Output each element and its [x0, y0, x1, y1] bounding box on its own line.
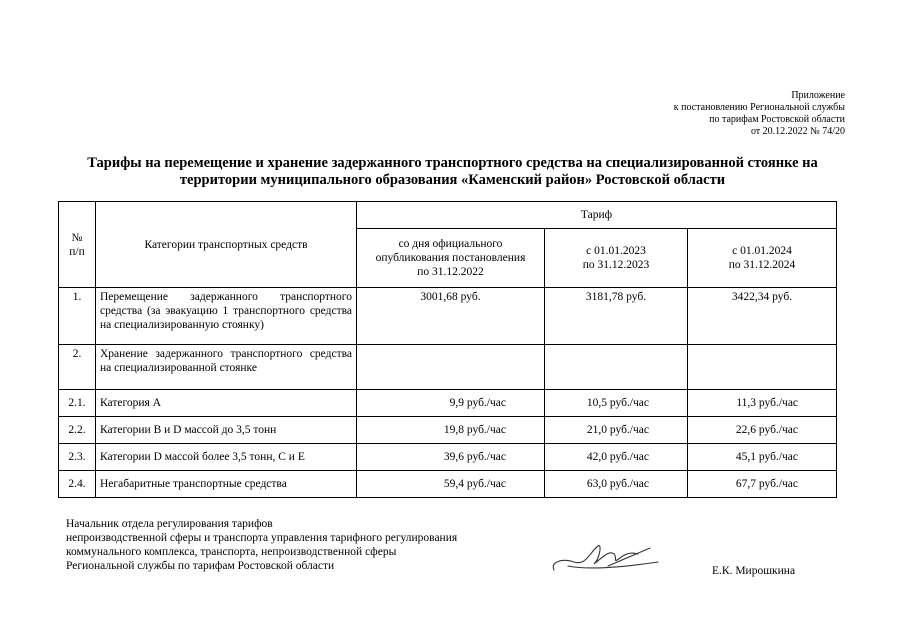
signer-name: Е.К. Мирошкина	[712, 565, 796, 577]
row-value-period-1: 3001,68 руб.	[357, 288, 545, 345]
appendix-line: Приложение	[791, 90, 845, 101]
appendix-line: по тарифам Ростовской области	[709, 114, 845, 125]
header-tariff: Тариф	[357, 202, 837, 229]
signatory-position-line: Начальник отдела регулирования тарифов	[66, 518, 273, 530]
row-value-period-3	[688, 345, 837, 390]
header-period-2	[545, 229, 688, 288]
row-value-period-2: 21,0 руб./час	[545, 417, 688, 444]
header-period-1	[357, 229, 545, 288]
signatory-block	[66, 517, 526, 573]
row-value-period-3: 22,6 руб./час	[688, 417, 837, 444]
signatory-position-line: коммунального комплекса, транспорта, непроизводственной сферы	[66, 546, 397, 558]
header-period-line: со дня официального	[398, 238, 503, 250]
header-num	[59, 202, 96, 288]
header-period-line: по 31.12.2024	[728, 259, 796, 271]
row-value-period-2: 10,5 руб./час	[545, 390, 688, 417]
tariff-table	[58, 201, 837, 498]
row-value-period-1	[357, 345, 545, 390]
table-row	[59, 288, 837, 345]
row-value-period-1: 39,6 руб./час	[357, 444, 545, 471]
row-category: Перемещение задержанного транспортного средства (за эвакуацию 1 транспортного средства на специализированную стоянку)	[96, 288, 357, 345]
header-period-line: по 31.12.2023	[582, 259, 650, 271]
table-row	[59, 471, 837, 498]
document-title	[40, 155, 865, 189]
row-num: 2.1.	[59, 390, 96, 417]
row-num: 2.4.	[59, 471, 96, 498]
appendix-line: от 20.12.2022 № 74/20	[750, 126, 845, 137]
signatory-position-line: Региональной службы по тарифам Ростовской области	[66, 560, 335, 572]
row-value-period-3: 11,3 руб./час	[688, 390, 837, 417]
row-num: 2.3.	[59, 444, 96, 471]
header-period-line: по 31.12.2022	[417, 266, 484, 278]
row-num: 2.2.	[59, 417, 96, 444]
row-value-period-2: 42,0 руб./час	[545, 444, 688, 471]
row-category: Хранение задержанного транспортного средства на специализированной стоянке	[96, 345, 357, 390]
row-value-period-2: 63,0 руб./час	[545, 471, 688, 498]
header-period-3	[688, 229, 837, 288]
table-header-row	[59, 202, 837, 229]
row-value-period-2: 3181,78 руб.	[545, 288, 688, 345]
title-line: Тарифы на перемещение и хранение задержанного транспортного средства на специализированной стоянке на	[87, 155, 818, 171]
header-category: Категории транспортных средств	[96, 202, 357, 288]
row-category: Категории В и D массой до 3,5 тонн	[96, 417, 357, 444]
row-value-period-2	[545, 345, 688, 390]
row-value-period-3: 3422,34 руб.	[688, 288, 837, 345]
row-value-period-3: 45,1 руб./час	[688, 444, 837, 471]
appendix-note	[545, 90, 845, 138]
row-num: 2.	[59, 345, 96, 390]
row-category: Категория А	[96, 390, 357, 417]
table-row	[59, 417, 837, 444]
handwritten-signature	[548, 536, 663, 578]
row-num: 1.	[59, 288, 96, 345]
table-row	[59, 345, 837, 390]
row-value-period-3: 67,7 руб./час	[688, 471, 837, 498]
header-num-line: №	[71, 231, 83, 244]
title-line: территории муниципального образования «Каменский район» Ростовской области	[179, 172, 726, 188]
row-category: Категории D массой более 3,5 тонн, С и Е	[96, 444, 357, 471]
table-row	[59, 390, 837, 417]
row-value-period-1: 59,4 руб./час	[357, 471, 545, 498]
header-period-line: с 01.01.2023	[586, 245, 646, 257]
row-value-period-1: 19,8 руб./час	[357, 417, 545, 444]
table-row	[59, 444, 837, 471]
row-value-period-1: 9,9 руб./час	[357, 390, 545, 417]
header-period-line: опубликования постановления	[375, 252, 526, 264]
signatory-position-line: непроизводственной сферы и транспорта управления тарифного регулирования	[66, 532, 458, 544]
header-period-line: с 01.01.2024	[732, 245, 792, 257]
row-category: Негабаритные транспортные средства	[96, 471, 357, 498]
header-num-line: п/п	[69, 245, 85, 258]
appendix-line: к постановлению Региональной службы	[673, 102, 845, 113]
